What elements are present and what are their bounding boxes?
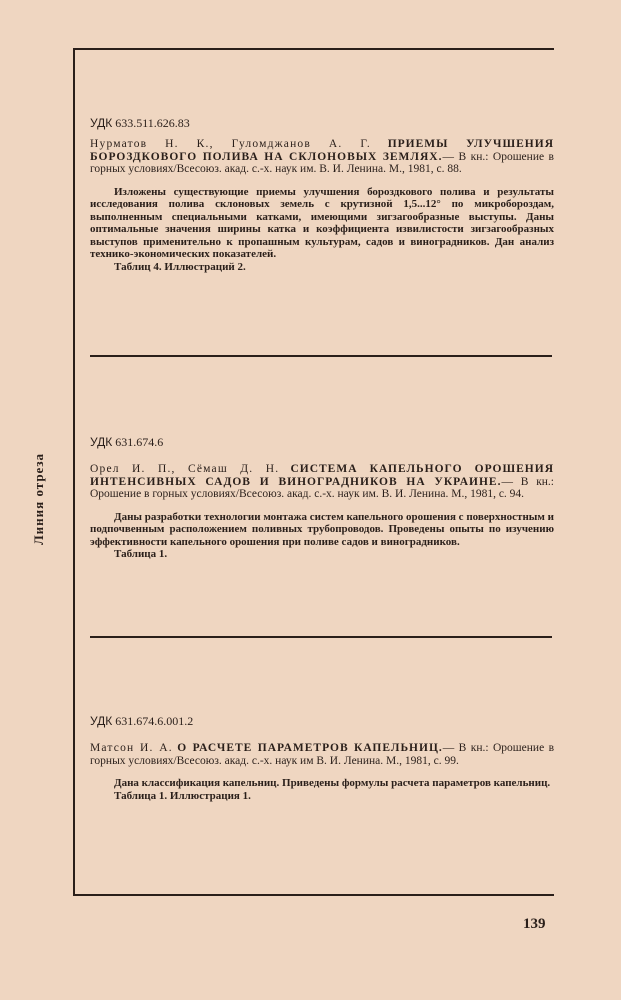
authors: Орел И. П., Сёмаш Д. Н.	[90, 463, 280, 475]
citation	[90, 463, 554, 501]
udk-label: УДК	[90, 435, 113, 449]
page-number: 139	[523, 916, 546, 932]
source: — В кн.: Орошение в горных условиях/Всесоюз. акад. с.-х. наук им. В. И. Ленина. М., 1981, с. 94.	[90, 475, 555, 500]
title: СИСТЕМА КАПЕЛЬНОГО ОРОШЕНИЯ ИНТЕНСИВНЫХ САДОВ И ВИНОГРАДНИКОВ НА УКРАИНЕ.	[90, 463, 554, 488]
entry-separator	[90, 355, 552, 357]
title: О РАСЧЕТЕ ПАРАМЕТРОВ КАПЕЛЬНИЦ.	[177, 742, 443, 754]
entry-separator	[90, 636, 552, 638]
source: — В кн.: Орошение в горных условиях/Всесоюз. акад. с.-х. наук им В. И. Ленина. М., 1981, с. 99.	[90, 742, 555, 767]
abstract-entry	[90, 463, 554, 561]
abstract-text: Изложены существующие приемы улучшения бороздкового полива и результаты исследования полива склоновых земель с крутизной 1,5...12° по микробороздам, выполненным специальными катками, имеющими зигзагообразные выступы. Даны оптимальные значения ширины катка и коэффициента извилистости зигзагообразных выступов применительно к пропашным культурам, садов и виноградников. Дан анализ технико-экономических показателей.	[90, 185, 554, 260]
udk-label: УДК	[90, 116, 113, 130]
abstract-text: Даны разработки технологии монтажа систем капельного орошения с поверхностным и подпочвенным расположением поливных трубопроводов. Проведены опыты по изучению эффективности капельного орошения при поливе садов и виноградников.	[90, 510, 554, 548]
cut-line-border	[73, 48, 75, 896]
abstract-text: Дана классификация капельниц. Приведены формулы расчета параметров капельниц.	[114, 777, 551, 789]
bottom-rule	[74, 894, 554, 896]
authors: Матсон И. А.	[90, 742, 173, 754]
abstract-entry	[90, 742, 554, 802]
udk-code: 631.674.6	[115, 435, 164, 449]
cut-line-label: Линия отреза	[31, 452, 46, 545]
udk-line	[90, 435, 163, 450]
udk-line	[90, 116, 190, 131]
citation	[90, 138, 554, 176]
top-rule	[74, 48, 554, 50]
abstract-entry	[90, 138, 554, 273]
tables-count: Таблица 1.	[114, 548, 168, 560]
citation	[90, 742, 554, 767]
authors: Нурматов Н. К., Гуломджанов А. Г.	[90, 138, 371, 150]
title: ПРИЕМЫ УЛУЧШЕНИЯ БОРОЗДКОВОГО ПОЛИВА НА СКЛОНОВЫХ ЗЕМЛЯХ.	[90, 138, 554, 163]
udk-label: УДК	[90, 714, 113, 728]
tables-count: Таблица 1. Иллюстрация 1.	[114, 789, 251, 802]
udk-code: 633.511.626.83	[115, 116, 190, 130]
udk-line	[90, 714, 193, 729]
tables-count: Таблиц 4. Иллюстраций 2.	[114, 260, 246, 273]
source: — В кн.: Орошение в горных условиях/Всесоюз. акад. с.-х. наук им. В. И. Ленина. М., 1981, с. 88.	[90, 150, 554, 175]
udk-code: 631.674.6.001.2	[115, 714, 194, 728]
